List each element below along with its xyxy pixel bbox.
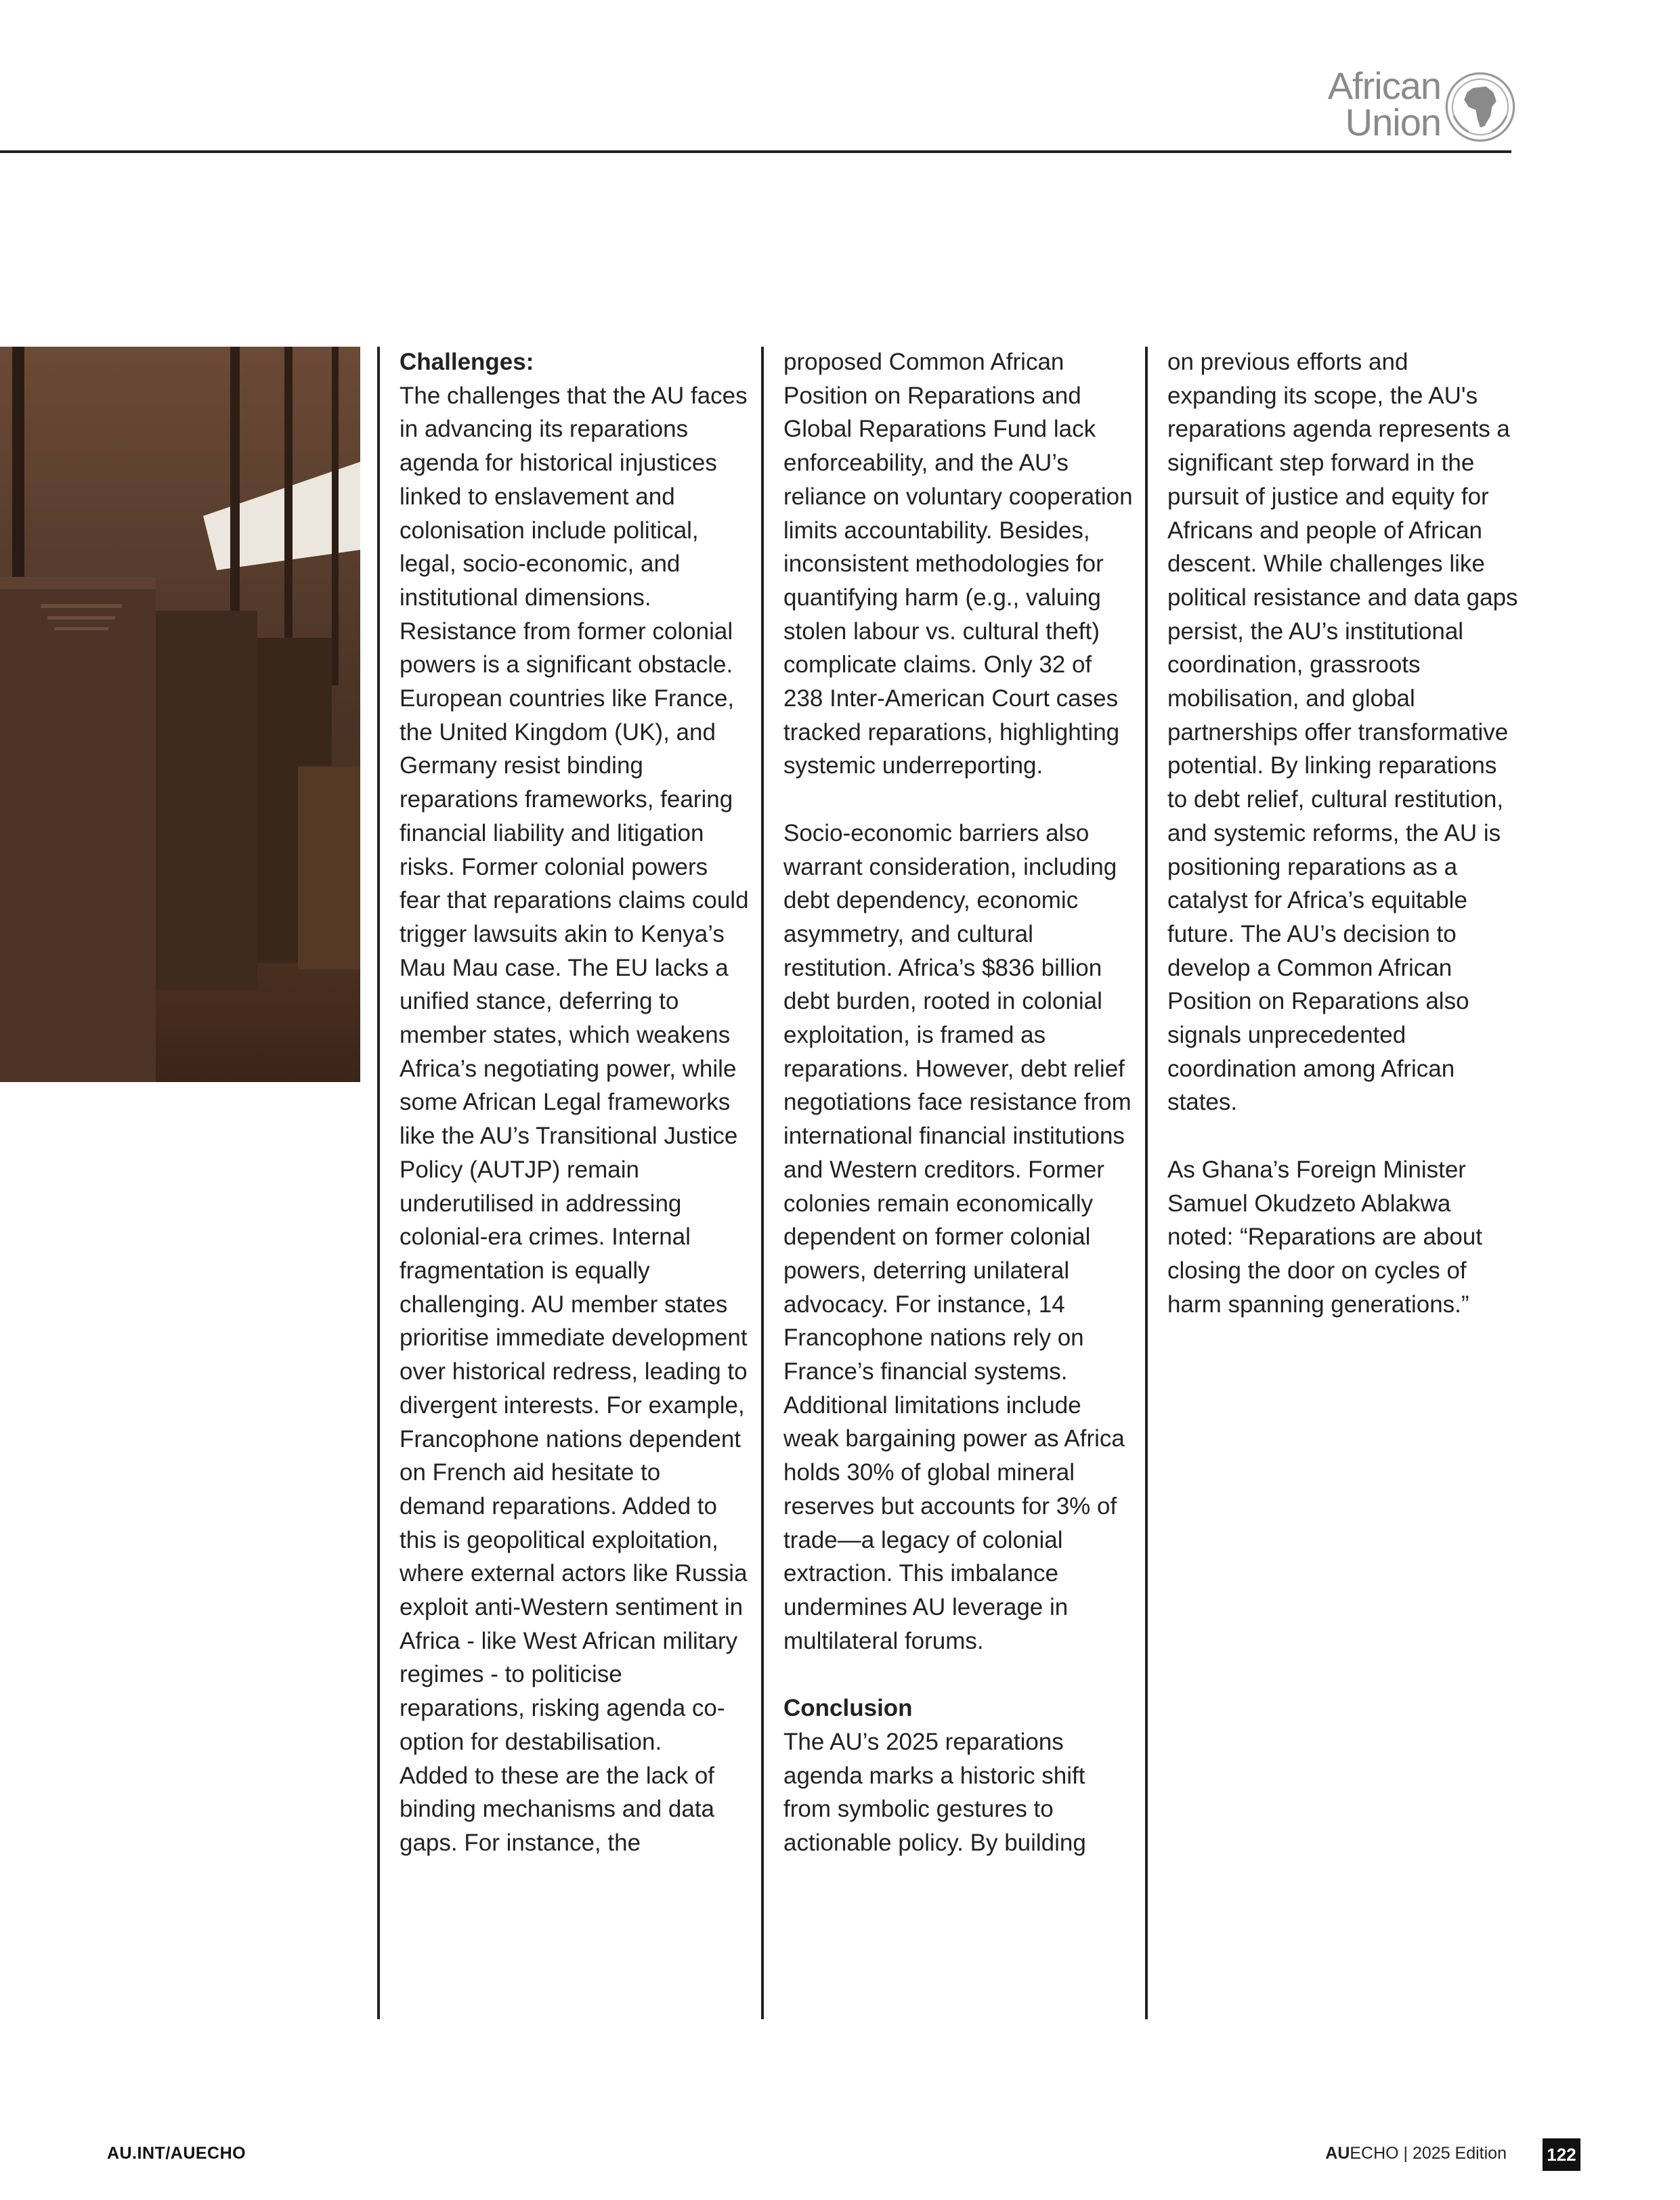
footer-brand-bold: AU [1325,2144,1350,2163]
african-union-emblem-icon [1444,70,1517,144]
header-rule [0,150,1511,153]
article-column-3 [1167,345,1520,1321]
column-rule-1 [377,347,380,2019]
challenges-heading: Challenges: [400,349,534,375]
common-position-paragraph: proposed Common African Position on Reparations and Global Reparations Fund lack enforceability, and the AU’s reliance on voluntary cooperation limits accountability. Besides, inconsistent methodologies for quantifying harm (e.g., valuing stolen labour vs. cultural theft) complicate claims. Only 32 of 238 Inter-American Court cases tracked reparations, highlighting systemic underreporting. [783,349,1133,779]
challenges-paragraph: The challenges that the AU faces in advancing its reparations agenda for historical injustices linked to enslavement and colonisation include political, legal, socio-economic, and institutional dimensions. Resistance from former colonial powers is a significant obstacle. European countries like France, the United Kingdom (UK), and Germany resist binding reparations frameworks, fearing financial liability and litigation risks. Former colonial powers fear that reparations claims could trigger lawsuits akin to Kenya’s Mau Mau case. The EU lacks a unified stance, deferring to member states, which weakens Africa’s negotiating power, while some African Legal frameworks like the AU’s Transitional Justice Policy (AUTJP) remain underutilised in addressing colonial-era crimes. Internal fragmentation is equally challenging. AU member states prioritise immediate development over historical redress, leading to divergent interests. For example, Francophone nations dependent on French aid hesitate to demand reparations. Added to this is geopolitical exploitation, where external actors like Russia exploit anti-Western sentiment in Africa - like West African military regimes - to politicise reparations, risking agenda co-option for destabilisation. [400,382,749,1755]
reparations-agenda-paragraph: on previous efforts and expanding its scope, the AU's reparations agenda represents a significant step forward in the pursuit of justice and equity for Africans and people of African descent. While challenges like political resistance and data gaps persist, the AU’s institutional coordination, grassroots mobilisation, and global partnerships offer transformative potential. By linking reparations to debt relief, cultural restitution, and systemic reforms, the AU is positioning reparations as a catalyst for Africa’s equitable future. The AU’s decision to develop a Common African Position on Reparations also signals unprecedented coordination among African states. [1167,349,1518,1116]
article-column-2 [783,345,1136,1860]
footer-brand-rest: ECHO | 2025 Edition [1350,2144,1507,2163]
conclusion-heading: Conclusion [783,1695,913,1722]
footer-edition [1325,2144,1507,2163]
logo-line-union: Union [1345,101,1441,144]
logo-line-african: African [1327,64,1441,107]
socio-economic-paragraph: Socio-economic barriers also warrant consideration, including debt dependency, economic asymmetry, and cultural restitution. Africa’s $836 billion debt burden, rooted in colonial exploitation, is framed as reparations. However, debt relief negotiations face resistance from international financial institutions and Western creditors. Former colonies remain economically dependent on former colonial powers, deterring unilateral advocacy. For instance, 14 Francophone nations rely on France’s financial systems. Additional limitations include weak bargaining power as Africa holds 30% of global mineral reserves but accounts for 3% of trade—a legacy of colonial extraction. This imbalance undermines AU leverage in multilateral forums. [783,819,1132,1654]
logo-wordmark [1327,64,1441,144]
column-rule-3 [1145,347,1148,2019]
column-rule-2 [761,347,764,2019]
footer-url: AU.INT/AUECHO [107,2144,246,2163]
page-number-badge: 122 [1543,2138,1580,2171]
article-column-1 [400,345,752,1860]
african-union-logo [1300,64,1517,149]
binding-mechanisms-paragraph: Added to these are the lack of binding mechanisms and data gaps. For instance, the [400,1762,715,1856]
conclusion-paragraph: The AU’s 2025 reparations agenda marks a historic shift from symbolic gestures to actionable policy. By building [783,1728,1086,1856]
memorial-photo [0,347,360,1082]
minister-quote-paragraph: As Ghana’s Foreign Minister Samuel Okudzeto Ablakwa noted: “Reparations are about closing the door on cycles of harm spanning generations.” [1167,1156,1483,1318]
